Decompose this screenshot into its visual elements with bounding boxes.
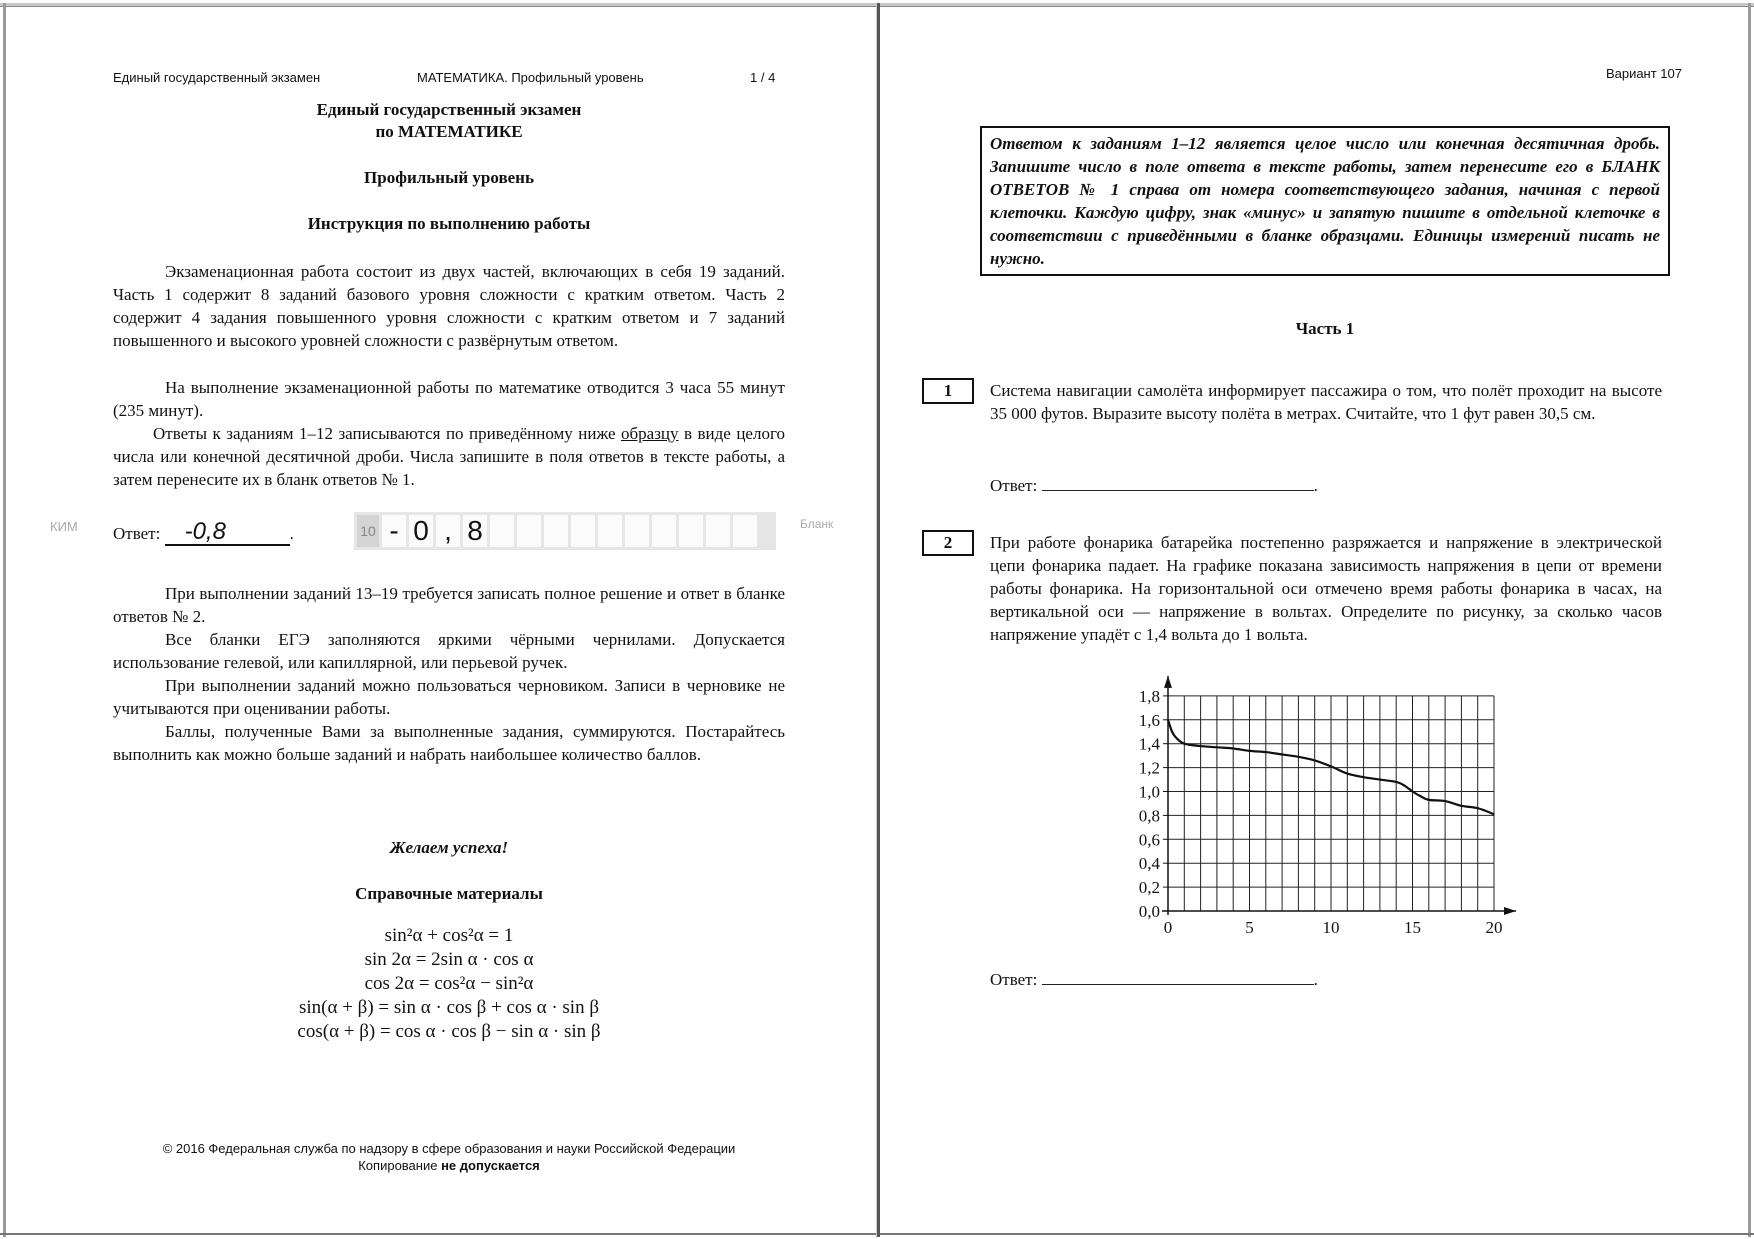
x-tick-label: 10	[1322, 918, 1340, 937]
chart-svg	[1120, 670, 1520, 950]
y-tick-label: 1,0	[1138, 782, 1160, 802]
instructions-title: Инструкция по выполнению работы	[307, 214, 591, 233]
blank-cell: 0	[409, 515, 433, 547]
task-1-answer: Ответ: .	[990, 476, 1318, 495]
instruction-paragraph-5: Все бланки ЕГЭ заполняются яркими чёрными чернилами. Допускается использование гелевой, или капиллярной, или перьевой ручек.	[113, 630, 785, 672]
y-tick-label: 0,8	[1138, 806, 1160, 826]
exam-title	[113, 99, 785, 143]
blank-cell	[679, 515, 703, 547]
y-axis-arrow-icon	[1164, 676, 1172, 688]
window-frame-right	[1748, 3, 1751, 1237]
task-2-answer: Ответ: .	[990, 970, 1318, 989]
x-tick-label: 20	[1485, 918, 1503, 937]
x-tick-label: 15	[1404, 918, 1421, 937]
blank-cell	[490, 515, 514, 547]
task-2-text: При работе фонарика батарейка постепенно разряжается и напряжение в электрической цепи фонарика падает. На графике показана зависимость напряжения в цепи от времени работы фонарика. На горизонтальной оси отмечено время работы фонарика в часах, на вертикальной оси — напряжение в вольтах. Определите по рисунку, за сколько часов напряжение упадёт с 1,4 вольта до 1 вольта.	[990, 533, 1662, 644]
blank-label: Бланк	[800, 517, 834, 531]
blank-cell	[733, 515, 757, 547]
sample-answer: Ответ: -0,8 .	[113, 518, 294, 545]
answer-label: Ответ:	[990, 970, 1038, 989]
copyright-footer	[113, 1140, 785, 1174]
blank-cell	[706, 515, 730, 547]
instruction-paragraph-3: Ответы к заданиям 1–12 записываются по приведённому ниже образцу в виде целого числа или конечной десятичной дроби. Числа запишите в поля ответов в тексте работы, а затем перенесите их в бланк ответов № 1.	[113, 424, 785, 489]
variant-label: Вариант 107	[1605, 66, 1682, 81]
page-divider	[876, 3, 880, 1237]
part-title: Часть 1	[1295, 319, 1355, 338]
y-tick-label: 0,0	[1138, 902, 1160, 921]
blank-cell	[571, 515, 595, 547]
instruction-paragraph-4: При выполнении заданий 13–19 требуется записать полное решение и ответ в бланке ответов № 2.	[113, 584, 785, 626]
blank-cell	[544, 515, 568, 547]
y-tick-label: 0,6	[1138, 830, 1160, 850]
x-tick-label: 0	[1163, 918, 1173, 937]
exam-title-line1: Единый государственный экзамен	[316, 100, 582, 119]
task-number-2: 2	[922, 530, 974, 556]
y-tick-label: 0,4	[1138, 854, 1160, 874]
blank-cell: -	[382, 515, 406, 547]
copy-restriction-line: Копирование не допускается	[358, 1158, 540, 1173]
blank-cell: 8	[463, 515, 487, 547]
blank-cell	[625, 515, 649, 547]
instruction-paragraph-7: Баллы, полученные Вами за выполненные задания, суммируются. Постарайтесь выполнить как можно больше заданий и набрать наибольшее количество баллов.	[113, 722, 785, 764]
sample-answer-blank	[354, 512, 776, 550]
x-tick-label: 5	[1245, 918, 1254, 937]
formula: sin 2α = 2sin α · cos α	[364, 949, 534, 970]
kim-label: КИМ	[50, 519, 78, 534]
reference-materials-title: Справочные материалы	[355, 884, 543, 903]
formula: cos 2α = cos²α − sin²α	[364, 973, 534, 994]
task-1-answer-field[interactable]	[1042, 474, 1314, 491]
voltage-time-chart	[1120, 670, 1520, 955]
task-1-text: Система навигации самолёта информирует пассажира о том, что полёт проходит на высоте 35 000 футов. Выразите высоту полёта в метрах. Считайте, что 1 фут равен 30,5 см.	[990, 381, 1662, 423]
good-luck-text: Желаем успеха!	[389, 838, 509, 857]
blank-cell	[598, 515, 622, 547]
instruction-paragraph-2: На выполнение экзаменационной работы по математике отводится 3 часа 55 минут (235 минут).	[113, 378, 785, 420]
blank-task-id: 10	[357, 515, 379, 547]
y-tick-label: 1,8	[1138, 686, 1160, 706]
running-header-left: Единый государственный экзамен	[113, 70, 321, 85]
y-tick-label: 1,6	[1138, 710, 1160, 730]
answer-label: Ответ:	[990, 476, 1038, 495]
y-tick-label: 1,2	[1138, 758, 1160, 778]
instruction-paragraph-6: При выполнении заданий можно пользоваться черновиком. Записи в черновике не учитываются при оценивании работы.	[113, 676, 785, 718]
task-2-answer-field[interactable]	[1042, 968, 1314, 985]
answer-instructions-box: Ответом к заданиям 1–12 является целое число или конечная десятичная дробь. Запишите число в поле ответа в тексте работы, затем перенесите его в БЛАНК ОТВЕТОВ № 1 справа от номера соответствующего задания, начиная с первой клеточки. Каждую цифру, знак «минус» и запятую пишите в отдельной клеточке в соответствии с приведёнными в бланке образцами. Единицы измерений писать не нужно.	[980, 126, 1670, 276]
page-number: 1 / 4	[750, 70, 776, 85]
instruction-paragraph-1: Экзаменационная работа состоит из двух частей, включающих в себя 19 заданий. Часть 1 содержит 8 заданий базового уровня сложности с кратким ответом. Часть 2 содержит 4 задания повышенного уровня сложности с кратким ответом и 7 заданий повышенного и высокого уровней сложности с развёрнутым ответом.	[113, 262, 785, 350]
blank-cell: ,	[436, 515, 460, 547]
reference-formulas	[113, 924, 785, 1044]
exam-level: Профильный уровень	[364, 168, 534, 187]
y-tick-label: 0,2	[1138, 878, 1160, 898]
task-number-1: 1	[922, 378, 974, 404]
x-axis-arrow-icon	[1504, 907, 1516, 915]
formula: sin(α + β) = sin α · cos β + cos α · sin β	[299, 997, 599, 1018]
blank-cell	[517, 515, 541, 547]
sample-link[interactable]: образцу	[621, 424, 679, 443]
left-page	[0, 0, 876, 1239]
sample-answer-value: -0,8	[165, 520, 290, 546]
formula: cos(α + β) = cos α · cos β − sin α · sin β	[297, 1021, 601, 1042]
running-header-subject: МАТЕМАТИКА. Профильный уровень	[417, 70, 644, 85]
exam-title-line2: по МАТЕМАТИКЕ	[375, 122, 523, 141]
blank-cell	[652, 515, 676, 547]
y-tick-label: 1,4	[1138, 734, 1160, 754]
sample-answer-label: Ответ:	[113, 524, 161, 543]
formula: sin²α + cos²α = 1	[384, 925, 514, 946]
copyright-line: © 2016 Федеральная служба по надзору в сфере образования и науки Российской Федерации	[162, 1141, 736, 1156]
